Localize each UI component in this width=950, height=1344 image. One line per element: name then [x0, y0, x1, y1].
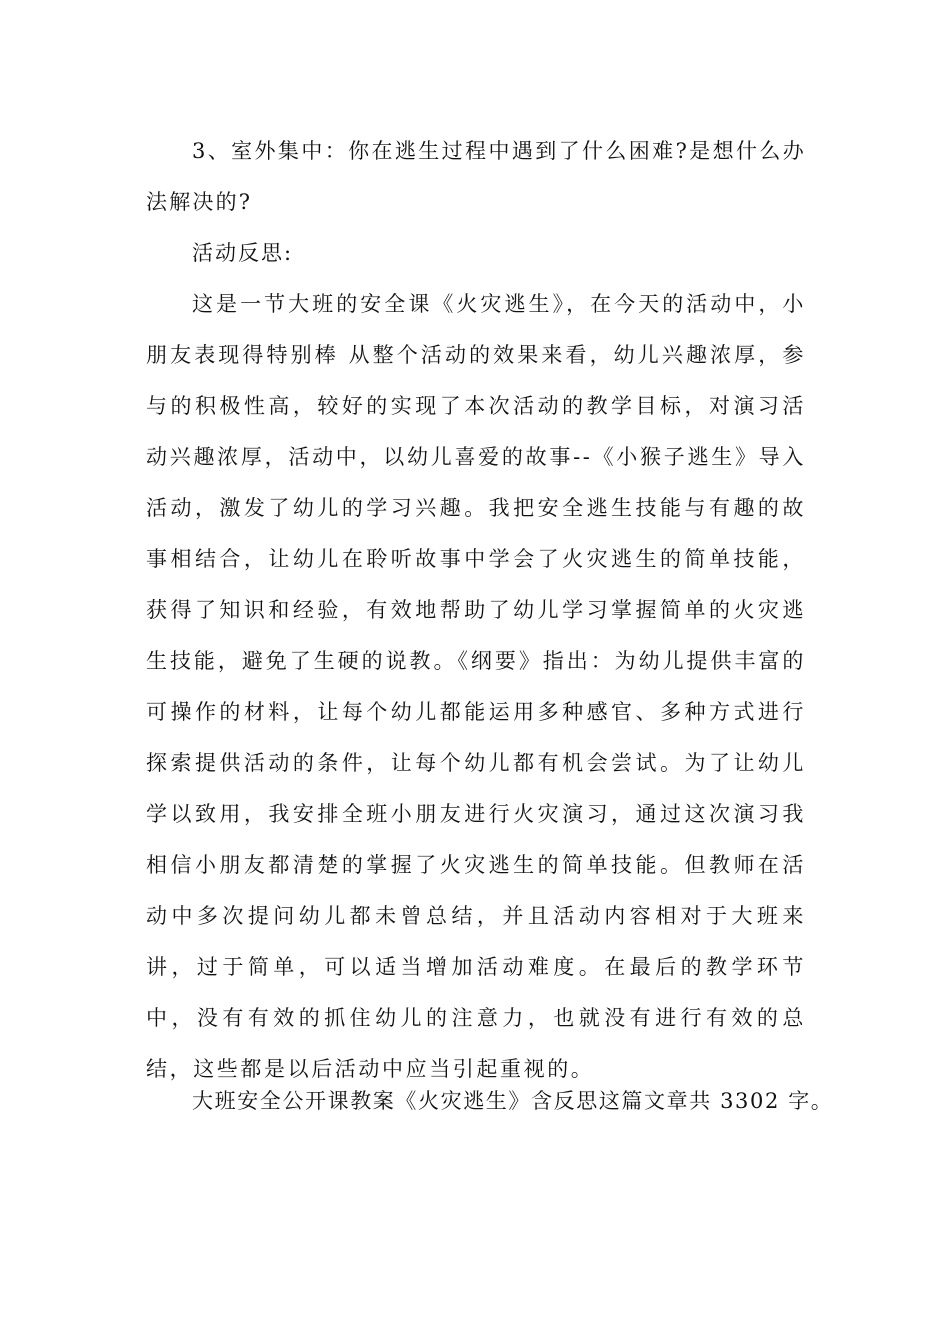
paragraph-reflection-body: 这是一节大班的安全课《火灾逃生》，在今天的活动中，小朋友表现得特别棒 从整个活动的效果来看，幼儿兴趣浓厚，参与的积极性高，较好的实现了本次活动的教学目标，对演习活动兴趣浓厚，活动中，以幼儿喜爱的故事--《小猴子逃生》导入活动，激发了幼儿的学习兴趣。我把安全逃生技能与有趣的故事相结合，让幼儿在聆听故事中学会了火灾逃生的简单技能，获得了知识和经验，有效地帮助了幼儿学习掌握简单的火灾逃生技能，避免了生硬的说教。《纲要》指出：为幼儿提供丰富的可操作的材料，让每个幼儿都能运用多种感官、多种方式进行探索提供活动的条件，让每个幼儿都有机会尝试。为了让幼儿学以致用，我安排全班小朋友进行火灾演习，通过这次演习我相信小朋友都清楚的掌握了火灾逃生的简单技能。但教师在活动中多次提问幼儿都未曾总结，并且活动内容相对于大班来讲，过于简单，可以适当增加活动难度。在最后的教学环节中，没有有效的抓住幼儿的注意力，也就没有进行有效的总结，这些都是以后活动中应当引起重视的。 [146, 292, 806, 1081]
paragraph-outdoor-gathering: 3、室外集中：你在逃生过程中遇到了什么困难?是想什么办法解决的? [146, 139, 806, 214]
section-heading-reflection: 活动反思: [192, 241, 294, 265]
document-body [146, 126, 806, 1095]
article-word-count-footer: 大班安全公开课教案《火灾逃生》含反思这篇文章共 3302 字。 [192, 1089, 834, 1113]
